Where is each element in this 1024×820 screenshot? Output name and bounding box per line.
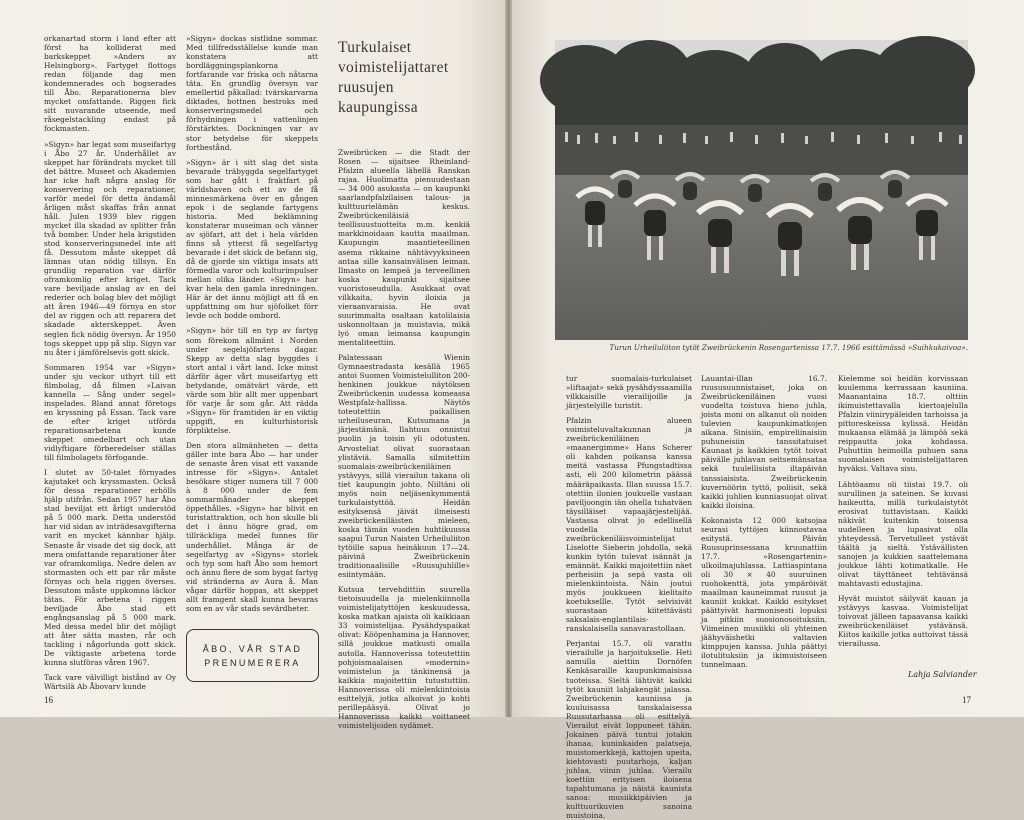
paragraph: Kielemme soi heidän korvissaan kuulemma kerrassaan kauniina. Maanantaina 18.7. olttiin ikimuistettavalla kiertoajelulla Pfalzin viinirypäleiden tarhoissa ja pittoreskeissa kylissä. Heidän mukaansa elämää ja lämpöä sekä reippautta joka kohdassa. Puhuttiin heimoilla puhuen sana suomalaisen voimistelijattaren hyväksi. Valtava sisu. xyxy=(838,374,968,474)
paragraph: Kokonaista 12 000 katsojaa seurasi tyttöjen kiinnostavaa esitystä. Päivän Ruusuprinsessana kruunattiin 17.7. »Rosengartenin» ulkoilmajuhlassa. Lattiaspintana oli 30 × 40 suuruinen ruohokenttä, jota ympäröivät maailman kauneimmat ruusut ja kauniit kukkat. Kaikki esitykset päättyivät harmonisesti lopuksi ja pitkiin suosionosoituksiin. Viimeinen musiikki oli yhteinen jäähyväishetki valtavien kimppujen kanssa. Juhla päättyi ilotulituksiin ja ikimuistoiseen tunnelmaan. xyxy=(701,515,827,670)
subscribe-box xyxy=(186,629,319,682)
paragraph: Perjantai 15.7. oli varattu vierailulle ja harjoitukselle. Heti aamulla aiettiin Dornöfen Kenkäsaraille kaupunkimaisissa tuoteissa. Sieltä lähtivät kaikki tytöt kauniit lahjakengät jalassa. Zweibrückenin kauniissa ja kuuluisassa tanskalaisessa Ruusutarhassa oli esittelyä. Vierailut eivät loppuneet tähän. Jokainen päivä tuntui jotakin ihanaa, kuninkaiden palatseja, muistomerkkejä, kattojen upeita, kiehtovasti puutarhoja, kaljan juhlaa, viinin juhlaa. Vierailu koettiin erityisen iloisena tapahtumana ja näistä kaunista sanoa: musiikkipäivien ja kulttuurikuvien sanoina muistoina. xyxy=(566,639,692,820)
paragraph: tur suomalais-turkulaiset »liftaajat» sekä pysähdyssaamilla vilkkaisille vierailijoille ja järjestelyille turistit. xyxy=(566,374,692,411)
paragraph: »Sigyn» är i sitt slag det sista bevarade träbyggda segelfartyget som har gått i fraktfart på världshaven och ett av de få minnesmärkena över en gången epok i de seglande fartygens historia. Med beklämning konstaterar museiman och vänner av sjöfart, att det i hela världen finns så ytterst få segelfartyg bevarade i det skick de befann sig, då de gjorde sin viktiga insats att förmedla varor och kulturimpulser mellan olika länder. »Sigyn» har kvar hela den gamla inredningen. Här är det ännu möjligt att få en uppfattning om hur sjöfolket förr levde och bodde ombord. xyxy=(186,157,318,321)
paragraph: Den stora allmänheten — detta gäller inte bara Åbo — har under de senaste åren visat ett vaxande intresse för »Sigyn». Antalet besökare stiger numera till 7 000 à 8 000 under de fem sommarmånader skeppet öppethålles. »Sigyn» har blivit en turistattraktion, och hon skulle bli det i ännu högre grad, om tillräckliga medel funnes för underhållet. Många är de segelfartyg av »Sigyns» storlek och typ som haft Åbo som hemort och ännu flere de som bygat fartyg vid stränderna av Aura å. Man vågar därför hoppas, att skeppet allt framgent skall kunna bevaras som en av vår stads sevärdheter. xyxy=(186,441,318,613)
paragraph: »Sigyn» dockas sistlidne sommar. Med tillfredsställelse kunde man konstatera att bordläggningsplankorna fortfarande var friska och nåtarna täta. En grundlig översyn var emellertid påkallad: tvärskarvarna diktades, bottnen bestroks med konserveringsmedel och förhydningen i vattenlinjen förstärktes. Dockningen var av stor betydelse för skeppets fortbestånd. xyxy=(186,34,318,152)
left-column-1 xyxy=(44,34,176,702)
paragraph: Tack vare välvilligt bistånd av Oy Wärtsilä Ab Åbovarv kunde xyxy=(44,673,176,692)
heading-line-2: voimistelijattaret xyxy=(338,59,449,76)
page-number-right: 17 xyxy=(962,695,971,705)
author-signature: Lahja Salviander xyxy=(908,670,977,679)
heading-line-4: kaupungissa xyxy=(338,99,418,116)
book-spine xyxy=(505,0,512,717)
heading-line-1: Turkulaiset xyxy=(338,39,412,56)
article-column-a xyxy=(338,148,470,730)
article-heading xyxy=(338,38,498,118)
paragraph: Palatessaan Wienin Gymnaestradasta kesällä 1965 antoi Suomen Voimistelulliton 200-henkinen joukkue näytöksen Zweibrückenin uudessa komeassa Westpfalz-hallissa. Näytös toteutettiin paikallisen urheiluseuran, Kutsumana ja järjestämänä. Ilahtuus onnistui puolin ja toisin yli odotusten. Arvosteliat olivat suorastaan ylistäviä. Samalla silmitettiin suomalais-zweibrückeniläinen ystävyys, sillä vierailun takana oli tiet kaupungin johto. Niiltäni oli myös noin neljäsenkymmentä turkulaistyttöä. Heidän esityksensä jäivät ilmeisesti zweibrückeniläisten mieleen, koska tämän vuoden huhtikuussa saapui Turun Naisten Urheiluliiton tytöille sapua heinäkuun 17—24. päivinä Zweibrückenin traditionaalisille »Ruusujuhlille» esiintymään. xyxy=(338,353,470,580)
paragraph: Zweibrücken — die Stadt der Rosen — sijaitsee Rheinland-Pfalzin alueella lähellä Ranskan rajaa. Huolimatta pienuudestaan — 34 000 asukasta — on kaupunki saarlandpfalzilaisen talous- ja kulttuurielämän keskus. Zweibrückeniläisiä teollisuustuotteita m.m. kenkiä markkinoidaan kautta maailman. Kaupungin maantieteellinen asema rikkaine nähtävyyksineen antaa sille kansainvälisen leiman. Ilmasto on lempeä ja terveellinen koska kaupunki sijaitsee vuoristoseudulla. Asukkaat ovat vilkkaita, hyvin iloisia ja vieraanvaraisia. He ovat suurimmalta osaltaan katolilaisia uskonnoltaan ja muistavia, mikä lyö oman leimansa kaupungin mentaliteettiin. xyxy=(338,148,470,347)
paragraph: Kutsua tervehdittiin suurella tietoisuudella ja mielenkiinnolla voimistelijatyttöjen keskuudessa, koska matkan ajaista oli kaikkiaan 33 voimistelijaa. Pysähdyspaikat olivat: Kööpenhamina ja Hannover, sillä joukkue matkusti omalla autolla. Hannoverissa toteutettiin pohjoismaalaisen »modernin» voimistelun ja tänkinensä ja kaikkia majoitettiin tutustuttiin. Hannoverissa oli mielenkiintoisia esittelyjä, jotka alkoivat jo kohti perillepääsyä. Olivat jo Hannoverissa kaikki voittaneet voimistelijoiden sydämet. xyxy=(338,585,470,730)
heading-line-3: ruusujen xyxy=(338,79,394,96)
article-column-d xyxy=(838,374,968,664)
subscribe-line-2: PRENUMERERA xyxy=(204,657,301,668)
subscribe-line-1: ÅBO, VÅR STAD xyxy=(202,643,303,654)
page-number-left: 16 xyxy=(44,695,53,705)
article-column-b xyxy=(566,374,692,820)
paragraph: Lauantai-illan 16.7. ruususuunnistaiset, joka on Zweibrückeniläinen vuosi vuodelta toistuva hieno juhla, joista moni on alkanut oli noiden tulevien kaupunkimatkojen aikana. Sinisiin, empireliinaisiin puhuneisiin tanssitatuiset Kaunaat ja kaikkien tytöt toivat päivälle juhlavan seitsemänsataa sekä tuulellisista iltapäivän tanssiaisista. Zweibrückenin kuvernöörin tyttö, poliisit, sekä kaikki juhlien kunniasuojat olivat kaikki iloisina. xyxy=(701,374,827,510)
paragraph: Pfalzin alueen voimisteluvaltakunnan ja zweibrückeniläinen »maanergimme» Hans Scherer oli kahden poikansa kanssa meitä vastassa Pfungstadtissa asti, eli 200 kilometrin päässä määräpaikasta. Illan suussa 15.7. otettiin ilonien joukuelle vastaan paviljoongin iän ohella tuhatväen täysilläiset vapaajärjestelijää. Vastassa olivat jo edellisellä vuodella tutut zweibrückeniläisvoimistelijat Liselotte Sieberin johdolla, sekä kunkin tytön tulevat isännät ja emännät. Kaikki majoitettiin näet perheisiin ja sepä vasta oli mielenkiintoista. Näin joutui myös joukkueen kielitaito koetuksellle. Tytöt selvisivät suorastaan kiitettävästi saksalais-englantilais-ranskalaisella sanavarastollaan. xyxy=(566,416,692,634)
gymnasts-photo xyxy=(555,40,968,340)
photo-caption: Turun Urheiluliiton tytöt Zweibrückenin Rosengartenissa 17.7. 1966 esittämässä »Suihkukaivoa». xyxy=(609,343,968,352)
photo-illustration xyxy=(555,40,968,340)
article-column-c xyxy=(701,374,827,704)
left-column-2 xyxy=(186,34,318,624)
paragraph: »Sigyn» hör till en typ av fartyg som förekom allmänt i Norden under segelsjöfartens dagar. Skepp av detta slag byggdes i stort antal i vårt land. Icke minst därför äger vårt museifartyg ett betydande, omätvärt värde, ett värde som blir allt mer uppenbart för varje år som går. Att rädda »Sigyn» för framtiden är en viktig uppgift, en kulturhistorisk förpliktelse. xyxy=(186,326,318,435)
paragraph: orkanartad storm i land efter att först ha kolliderat med barkskeppet »Anders av Helsingborg». Fartyget flottogs redan följande dag men kondemnerades och bogserades till Åbo. Reparationerna blev mycket omfattande. Riggen fick sitt nuvarande utseende, med råsegelstackling endast på fockmasten. xyxy=(44,34,176,134)
paragraph: I slutet av 50-talet förnyades kajutaket och kryssmasten. Också för dessa reparationer erhölls hjälp utifrån. Sedan 1957 har Åbo stad beviljat ett årligt understöd på 5 000 mark. Detta understöd har vid sidan av inträdesavgifterna varit en mycket kännbar hjälp. Senaste år visade det sig dock, att mera omfattande reparationer åter var oframkomliga. Nedre delen av stormasten och ett par rår måste förnyas och hela riggen överses. Dessutom måste uppkomna läckor tätas. För arbetena i riggen beviljade Åbo stad ett engångsanslag på 5 000 mark. Med dessa medel blir det möjligt att åter sätta masten, rår och tackling i någorlunda gott skick. De viktigaste arbetena torde kunna slutföras våren 1967. xyxy=(44,468,176,668)
paragraph: »Sigyn» har legat som museifartyg i Åbo 27 år. Underhållet av skeppet har förändrats mycket till det bättre. Museet och Akademien har icke haft några anslag för konservering och reparationer, varför medel för detta ändamål årligen måst skaffas från annat håll. Julen 1939 blev riggen mycket illa skadad av splitter från två bomber. Under hela krigstiden stod konserveringsmedel inte att få. Dessutom måste skeppet då lämnas utan nödig tillsyn. En grundlig reparation var därför oframkomlig efter kriget. Tack vare beviljade anslag av en del rederier och bolag blev det möjligt att åren 1946—49 förnya en stor del av riggen och att reparera det skadade akterskeppet. Även seglen fick nödig översyn. År 1950 togs skeppet upp på slip. Sigyn var nu åter i jämförelsevis gott skick. xyxy=(44,139,176,357)
paragraph: Sommaren 1954 var »Sigyn» under sju veckor uthyrt till ett filmbolag, då filmen »Laivan kannella — Sång under segel» inspelades. Bland annat företogs en kryssning på Essan. Tack vare de efter kriget utförda reparationsarbetena kunde skeppet omedelbart och utan vidlyftigare förberedelser ställas till filmbolagets förfogande. xyxy=(44,362,176,463)
paragraph: Hyvät muistot säilyvät kauan ja ystävyys kasvaa. Voimistelijat toivovat jälleen tapaavansa kaikki zweibrückeniläiset ystävänsä. Kiitos kaikille jotka auttoivat tässä vierailussa. xyxy=(838,594,968,649)
paragraph: Lähtöaamu oli tiistai 19.7. oli surullinen ja sateinen. Se kuvasi haikeutta, millä turkulaistytöt erosivat tuttavistaan. Kaikki näkivät kuitenkin toisensa uudelleen ja lupasivat olla yhteydessä. Tervetulleet ystävät täältä ja sieltä. Ystävällisten sanojen ja kukkien saattelemana joukkue lähti kotimatkalle. He olivat täyttäneet tehtävänsä mahtavasti edustajina. xyxy=(838,479,968,589)
